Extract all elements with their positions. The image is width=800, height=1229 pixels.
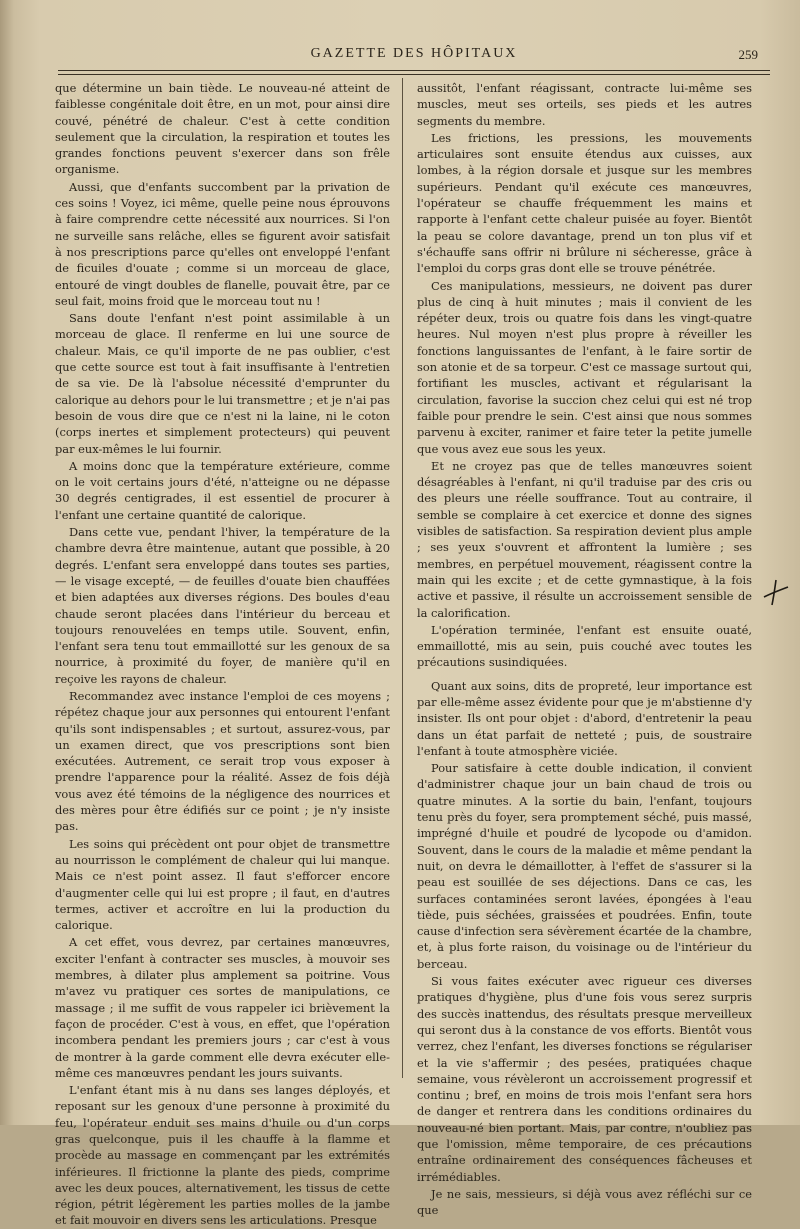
column-divider bbox=[402, 78, 403, 1078]
running-head: GAZETTE DES HÔPITAUX bbox=[310, 46, 518, 61]
paragraph: A moins donc que la température extérieure, comme on le voit certains jours d'été, n'atteigne ou ne dépasse 30 degrés centigrades, il est essentiel de procurer à l'enfant une certaine quantité de calorique. bbox=[55, 458, 390, 522]
left-column bbox=[55, 80, 390, 1229]
paragraph: aussitôt, l'enfant réagissant, contracte lui-même ses muscles, meut ses orteils, ses pieds et les autres segments du membre. bbox=[417, 81, 752, 128]
paragraph: Je ne sais, messieurs, si déjà vous avez réfléchi sur ce que bbox=[417, 1186, 752, 1218]
paragraph: Sans doute l'enfant n'est point assimilable à un morceau de glace. Il renferme en lui une source de chaleur. Mais, ce qu'il importe de ne pas oublier, c'est que cette source est tout à fait insuffisante à l'entretien de sa vie. De là l'absolue nécessité d'emprunter du calorique au dehors pour le lui transmettre ; et je n'ai pas besoin de vous dire que ce n'est ni la laine, ni le coton (corps inertes et simplement protecteurs) qui peuvent par eux-mêmes le lui fournir. bbox=[55, 311, 390, 456]
paragraph: Et ne croyez pas que de telles manœuvres soient désagréables à l'enfant, ni qu'il traduise par des cris ou des pleurs une réelle souffrance. Tout au contraire, il semble se complaire à cet exercice et donne des signes visibles de satisfaction. Sa respiration devient plus ample ; ses yeux s'ouvrent et affrontent la lumière ; ses membres, en perpétuel mouvement, réagissent contre la main qui les excite ; et de cette gymnastique, à la fois active et passive, il résulte un accroissement sensible de la calorification. bbox=[417, 458, 752, 620]
right-column bbox=[417, 80, 752, 1218]
handwritten-cross-mark-icon bbox=[760, 577, 790, 607]
paragraph: L'enfant étant mis à nu dans ses langes déployés, et reposant sur les genoux d'une personne à proximité du feu, l'opérateur enduit ses mains d'huile ou d'un corps gras quelconque, puis il les chauffe à la flamme et procède au massage en commençant par les extrémités inférieures. Il frictionne la plante des pieds, comprime avec les deux pouces, alternativement, les tissus de cette région, pétrit légèrement les parties molles de la jambe et fait mouvoir en divers sens les articulations. Presque bbox=[55, 1083, 390, 1228]
paragraph: Recommandez avec instance l'emploi de ces moyens ; répétez chaque jour aux personnes qui entourent l'enfant qu'ils sont indispensables ; et surtout, assurez-vous, par un examen direct, que vos prescriptions sont bien exécutées. Autrement, ce serait trop vous exposer à prendre l'apparence pour la réalité. Assez de fois déjà vous avez été témoins de la négligence des nourrices et des mères pour être édifiés sur ce point ; je n'y insiste pas. bbox=[55, 688, 390, 834]
header-rule bbox=[58, 70, 770, 71]
paragraph: A cet effet, vous devrez, par certaines manœuvres, exciter l'enfant à contracter ses muscles, à mouvoir ses membres, à dilater plus amplement sa poitrine. Vous m'avez vu pratiquer ces sortes de manipulations, ce massage ; il me suffit de vous rappeler ici brièvement la façon de procéder. C'est à vous, en effet, que l'opération incombera pendant les premiers jours ; car c'est à vous de montrer à la garde comment elle devra exécuter elle-même ces manœuvres pendant les jours suivants. bbox=[55, 935, 390, 1080]
paragraph: Ces manipulations, messieurs, ne doivent pas durer plus de cinq à huit minutes ; mais il convient de les répéter deux, trois ou quatre fois dans les vingt-quatre heures. Nul moyen n'est plus propre à réveiller les fonctions languissantes de l'enfant, à le faire sortir de son atonie et de sa torpeur. C'est ce massage surtout qui, fortifiant les muscles, activant et régularisant la circulation, favorise la succion chez celui qui est né trop faible pour prendre le sein. C'est ainsi que nous sommes parvenu à exciter, ranimer et faire teter la petite jumelle que vous avez eue sous les yeux. bbox=[417, 278, 752, 456]
paragraph: Pour satisfaire à cette double indication, il convient d'administrer chaque jour un bain chaud de trois ou quatre minutes. A la sortie du bain, l'enfant, toujours tenu près du foyer, sera promptement séché, puis massé, imprégné d'huile et poudré de lycopode ou d'amidon. Souvent, dans le cours de la maladie et même pendant la nuit, on devra le démaillotter, à l'effet de s'assurer si la peau est souillée de ses déjections. Dans ce cas, les surfaces contaminées seront lavées, épongées à l'eau tiède, puis séchées, graissées et poudrées. Enfin, toute cause d'infection sera sévèrement écartée de la chambre, et, à plus forte raison, du voisinage ou de l'intérieur du berceau. bbox=[417, 761, 752, 971]
paragraph: Dans cette vue, pendant l'hiver, la température de la chambre devra être maintenue, autant que possible, à 20 degrés. L'enfant sera enveloppé dans toutes ses parties, — le visage excepté, — de feuilles d'ouate bien chauffées et bien adaptées aux diverses régions. Des boules d'eau chaude seront placées dans l'intérieur du berceau et toujours renouvelées en temps utile. Souvent, enfin, l'enfant sera tenu tout emmaillotté sur les genoux de sa nourrice, à proximité du foyer, de manière qu'il en reçoive les rayons de chaleur. bbox=[55, 525, 390, 686]
paragraph: que détermine un bain tiède. Le nouveau-né atteint de faiblesse congénitale doit être, en un mot, pour ainsi dire couvé, pénétré de chaleur. C'est à cette condition seulement que la circulation, la respiration et toutes les grandes fonctions peuvent s'exercer dans son frêle organisme. bbox=[55, 81, 390, 177]
paragraph: Si vous faites exécuter avec rigueur ces diverses pratiques d'hygiène, plus d'une fois vous serez surpris des succès inattendus, des résultats presque merveilleux qui seront dus à la constance de vos efforts. Bientôt vous verrez, chez l'enfant, les diverses fonctions se régulariser et la vie s'affermir ; des pesées, pratiquées chaque semaine, vous révèleront un accroissement progressif et continu ; bref, en moins de trois mois l'enfant sera hors de danger et rentrera dans les conditions ordinaires du nouveau-né bien portant. Mais, par contre, n'oubliez pas que l'omission, même temporaire, de ces précautions entraîne ordinairement des conséquences fâcheuses et irrémédiables. bbox=[417, 974, 752, 1184]
header-rule-thin bbox=[58, 74, 770, 75]
paragraph: Aussi, que d'enfants succombent par la privation de ces soins ! Voyez, ici même, quelle peine nous éprouvons à faire comprendre cette nécessité aux nourrices. Si l'on ne surveille sans relâche, elles se figurent avoir satisfait à nos prescriptions parce qu'elles ont enveloppé l'enfant de ficuiles d'ouate ; comme si un morceau de glace, entouré de vingt doubles de flanelle, pouvait être, par ce seul fait, moins froid que le morceau tout nu ! bbox=[55, 179, 390, 308]
paragraph: Les frictions, les pressions, les mouvements articulaires sont ensuite étendus aux cuisses, aux lombes, à la région dorsale et jusque sur les membres supérieurs. Pendant qu'il exécute ces manœuvres, l'opérateur se chauffe fréquemment les mains et rapporte à l'enfant cette chaleur puisée au foyer. Bientôt la peau se colore davantage, prend un ton plus vif et s'échauffe sans offrir ni brûlure ni sécheresse, grâce à l'emploi du corps gras dont elle se trouve pénétrée. bbox=[417, 130, 752, 276]
page-number: 259 bbox=[738, 47, 758, 62]
paragraph: Les soins qui précèdent ont pour objet de transmettre au nourrisson le complément de chaleur qui lui manque. Mais ce n'est point assez. Il faut s'efforcer encore d'augmenter celle qui lui est propre ; il faut, en d'autres termes, activer et accroître en lui la production du calorique. bbox=[55, 836, 390, 933]
page-header bbox=[58, 40, 770, 74]
paragraph: Quant aux soins, dits de propreté, leur importance est par elle-même assez évidente pour que je m'abstienne d'y insister. Ils ont pour objet : d'abord, d'entretenir la peau dans un état parfait de netteté ; puis, de soustraire l'enfant à toute atmosphère viciée. bbox=[417, 678, 752, 758]
paragraph: L'opération terminée, l'enfant est ensuite ouaté, emmaillotté, mis au sein, puis couché avec toutes les précautions susindiquées. bbox=[417, 622, 752, 670]
